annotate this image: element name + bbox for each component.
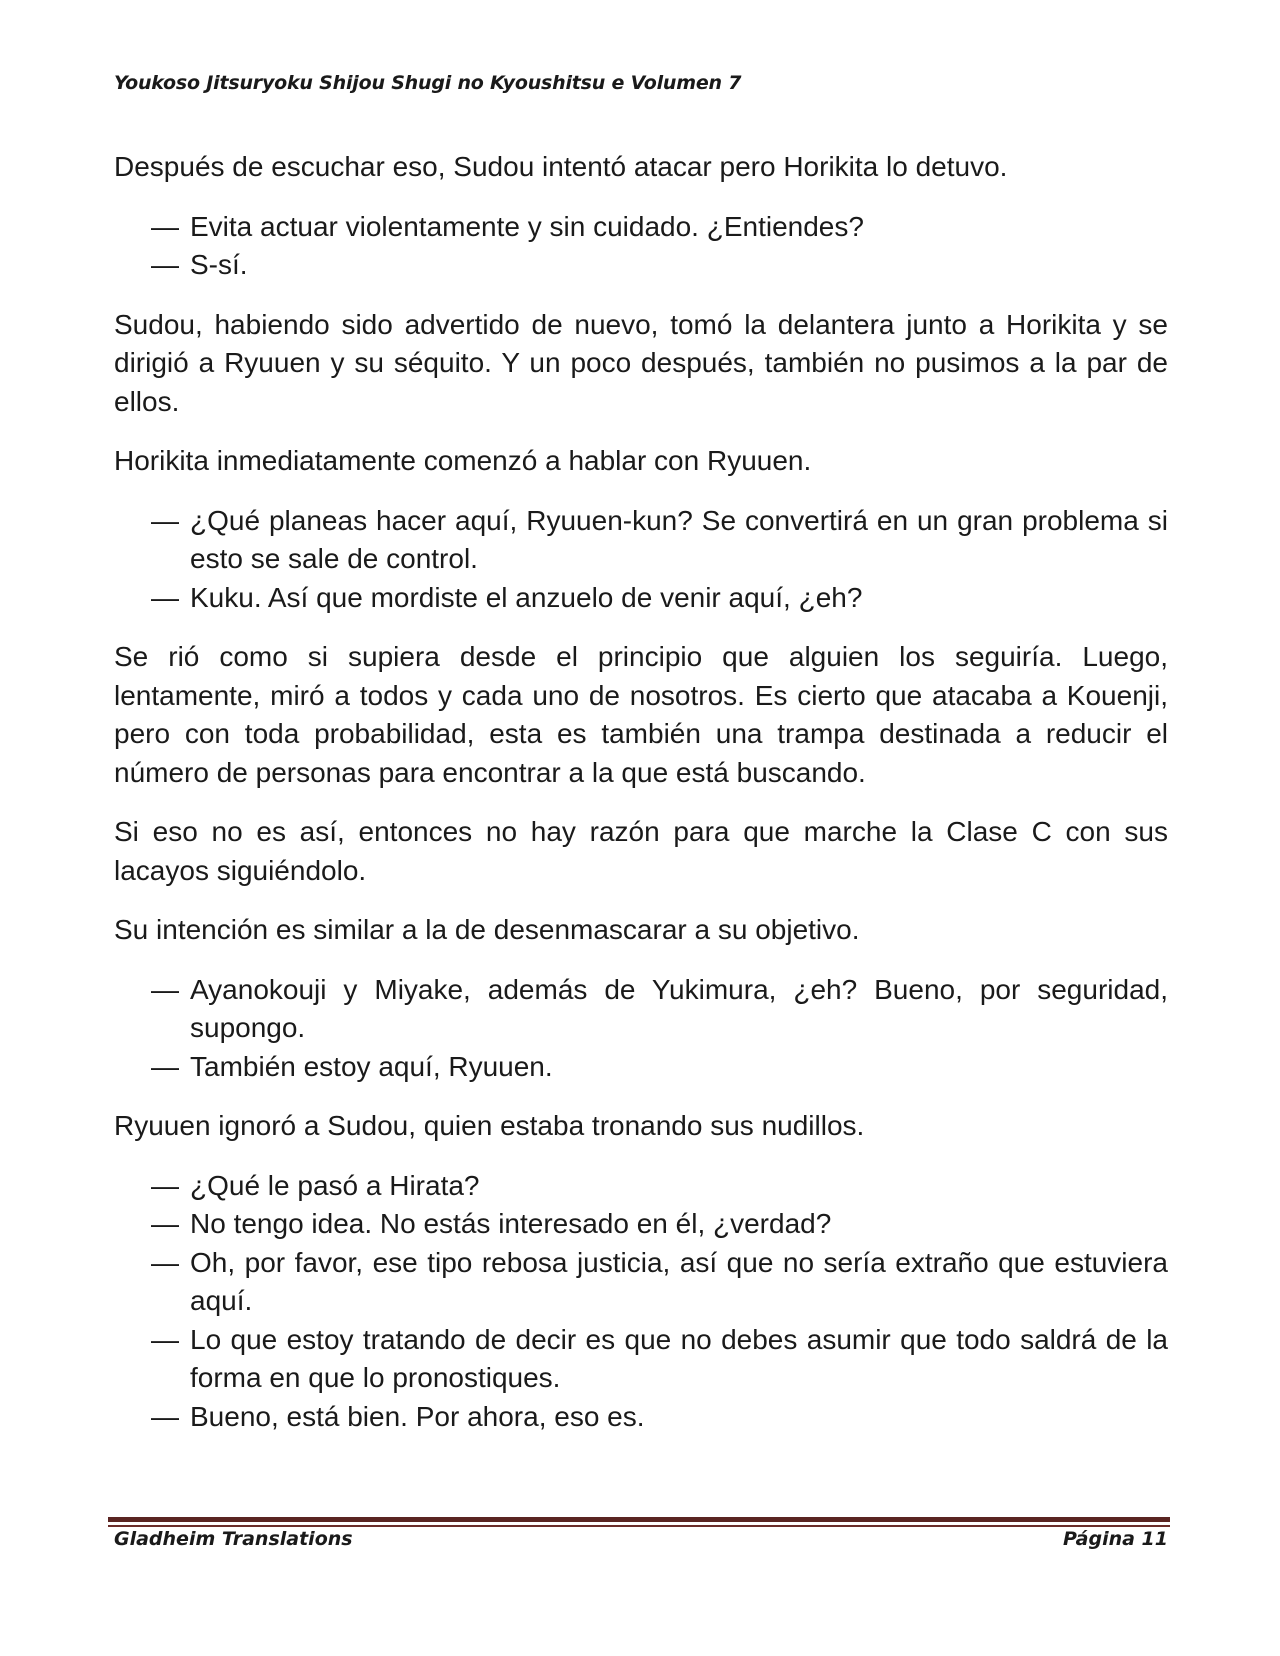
paragraph: Sudou, habiendo sido advertido de nuevo, tomó la delantera junto a Horikita y se dirigió a Ryuuen y su séquito. Y un poco después, también no pusimos a la par de ellos.	[114, 308, 1168, 417]
em-dash: —	[151, 1208, 179, 1239]
paragraph: Horikita inmediatamente comenzó a hablar con Ryuuen.	[114, 445, 812, 476]
em-dash: —	[151, 581, 179, 613]
footer-divider-thin	[108, 1525, 1170, 1527]
dialogue-group	[114, 502, 1168, 618]
em-dash: —	[151, 1169, 179, 1201]
dialogue-line: — ¿Qué planeas hacer aquí, Ryuuen-kun? Se convertirá en un gran problema si esto se sale de control.	[151, 502, 1168, 579]
em-dash: —	[151, 504, 179, 536]
paragraph: Se rió como si supiera desde el principio que alguien los seguiría. Luego, lentamente, miró a todos y cada uno de nosotros. Es cierto que atacaba a Kouenji, pero con toda probabilidad, esta es también una trampa destinada a reducir el número de personas para encontrar a la que está buscando.	[114, 641, 1168, 788]
em-dash: —	[151, 1050, 179, 1082]
dialogue-line: — También estoy aquí, Ryuuen.	[151, 1048, 1168, 1087]
paragraph: Si eso no es así, entonces no hay razón para que marche la Clase C con sus lacayos siguiéndolo.	[114, 816, 1168, 886]
dialogue-line: — Ayanokouji y Miyake, además de Yukimura, ¿eh? Bueno, por seguridad, supongo.	[151, 971, 1168, 1048]
dialogue-group	[114, 208, 1168, 285]
dialogue-line: — Kuku. Así que mordiste el anzuelo de venir aquí, ¿eh?	[151, 579, 1168, 618]
dialogue-line: — ¿Qué le pasó a Hirata?	[151, 1167, 1168, 1206]
footer-credit: Gladheim Translations	[114, 1528, 353, 1550]
page-number: Página 11	[1062, 1528, 1168, 1550]
dialogue-line: — Lo que estoy tratando de decir es que no debes asumir que todo saldrá de la forma en que lo pronostiques.	[151, 1321, 1168, 1398]
paragraph: Después de escuchar eso, Sudou intentó atacar pero Horikita lo detuvo.	[114, 151, 1008, 182]
paragraph: Su intención es similar a la de desenmascarar a su objetivo.	[114, 914, 860, 945]
dialogue-line: — Evita actuar violentamente y sin cuidado. ¿Entiendes?	[151, 208, 1168, 247]
em-dash: —	[151, 1246, 179, 1278]
em-dash: —	[151, 973, 179, 1005]
dialogue-group	[114, 971, 1168, 1087]
dialogue-line: — No tengo idea. No estás interesado en él, ¿verdad?	[151, 1205, 1168, 1244]
dialogue-group	[114, 1167, 1168, 1437]
dialogue-line: — Oh, por favor, ese tipo rebosa justicia, así que no sería extraño que estuviera aquí.	[151, 1244, 1168, 1321]
running-header: Youkoso Jitsuryoku Shijou Shugi no Kyoushitsu e Volumen 7	[114, 72, 742, 94]
page-body	[114, 148, 1168, 1457]
paragraph: Ryuuen ignoró a Sudou, quien estaba tronando sus nudillos.	[114, 1110, 865, 1141]
em-dash: —	[151, 210, 179, 242]
dialogue-line: — Bueno, está bien. Por ahora, eso es.	[151, 1398, 1168, 1437]
dialogue-line: — S-sí.	[151, 246, 1168, 285]
footer-divider-thick	[108, 1517, 1170, 1522]
em-dash: —	[151, 1400, 179, 1432]
em-dash: —	[151, 249, 179, 280]
em-dash: —	[151, 1323, 179, 1355]
